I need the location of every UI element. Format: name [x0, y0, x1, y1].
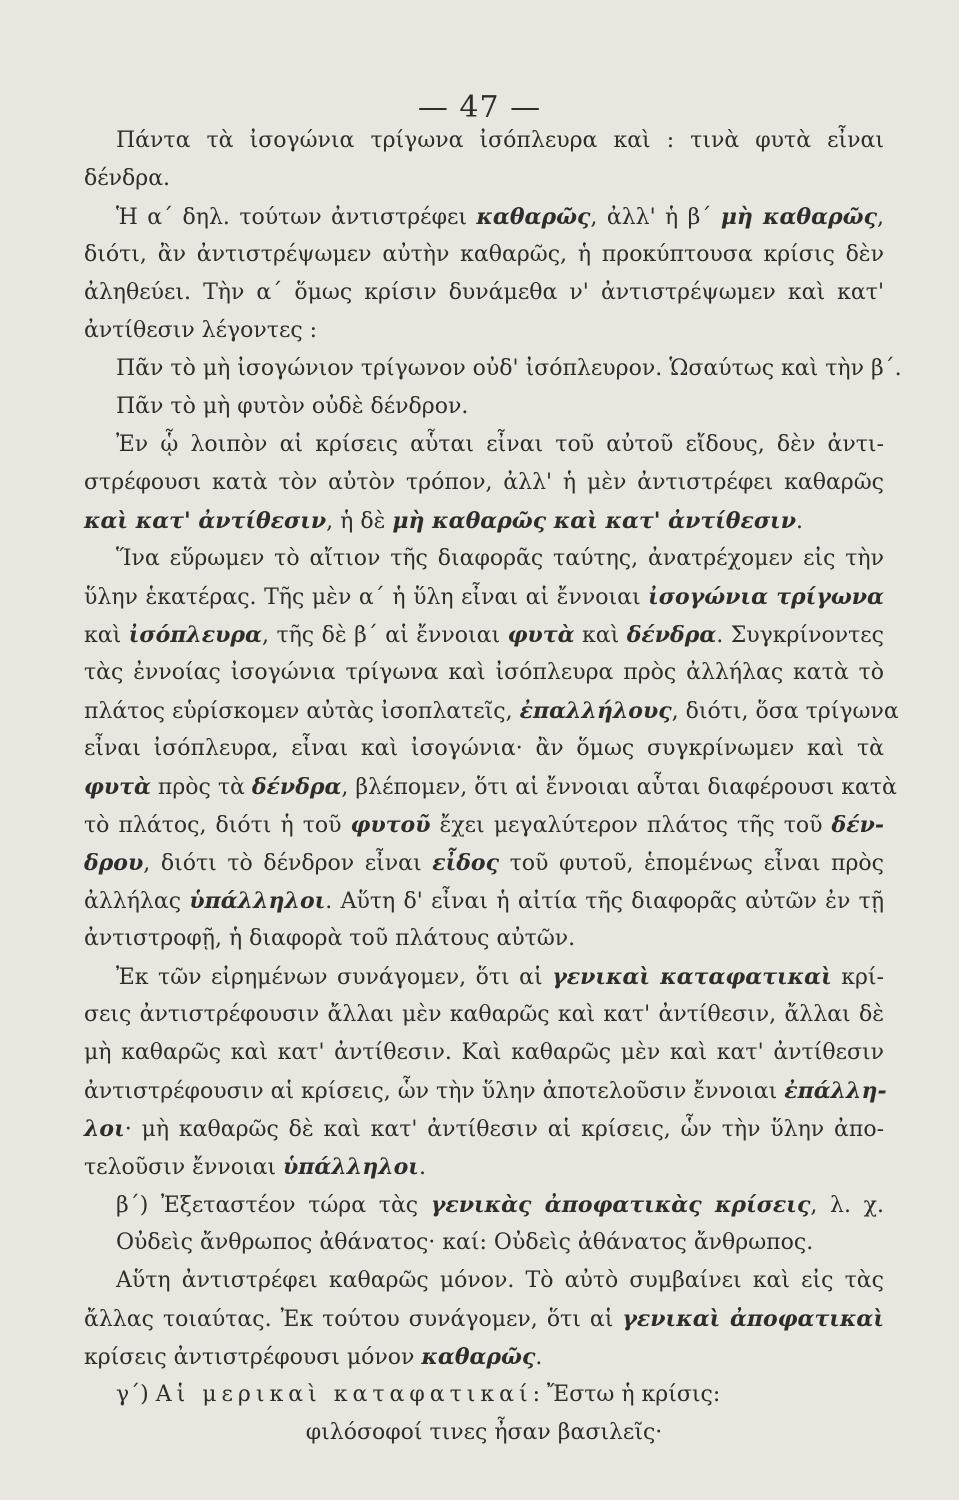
- text-run: Αὕτη ἀντιστρέφει καθαρῶς μόνον. Τὸ αὐτὸ συμβαίνει καὶ εἰς τὰς: [116, 1268, 884, 1293]
- emphasized-text: ὑπάλληλοι: [283, 1154, 419, 1180]
- text-run: · μὴ καθαρῶς δὲ καὶ κατ' ἀντίθεσιν αἱ κρίσεις, ὧν τὴν ὕλην ἀπο-: [124, 1117, 884, 1142]
- text-run: ,: [877, 205, 884, 230]
- text-line: [84, 540, 884, 578]
- text-run: ἀντιστρέφουσιν αἱ κρίσεις, ὧν τὴν ὕλην ἀποτελοῦσιν ἔννοιαι: [84, 1079, 785, 1104]
- text-run: Ἐν ᾧ λοιπὸν αἱ κρίσεις αὗται εἶναι τοῦ αὐτοῦ εἴδους, δὲν ἀντι-: [116, 432, 884, 457]
- text-run: ἀληθεύει. Τὴν α΄ ὅμως κρίσιν δυνάμεθα ν' ἀντιστρέψωμεν καὶ κατ': [84, 280, 884, 305]
- text-run: , λ. χ.: [810, 1193, 884, 1218]
- emphasized-text: ἰσογώνια τρίγωνα: [648, 584, 884, 610]
- text-run: ἔχει μεγαλύτερον πλάτος τῆς τοῦ: [430, 813, 832, 838]
- text-run: . Συγκρίνοντες: [716, 623, 884, 648]
- text-line: [84, 1376, 884, 1414]
- emphasized-text: δένδρα: [626, 622, 717, 648]
- text-line: [84, 654, 884, 692]
- emphasized-text: δρου: [84, 850, 144, 876]
- text-run: Πᾶν τὸ μὴ φυτὸν οὐδὲ δένδρον.: [116, 394, 469, 419]
- emphasized-text: εἶδος: [432, 850, 499, 876]
- text-run: τοῦ φυτοῦ, ἑπομένως εἶναι πρὸς: [499, 851, 884, 876]
- text-line: [84, 1034, 884, 1072]
- emphasized-text: γενικαὶ καταφατικαὶ: [552, 964, 832, 990]
- emphasized-text: μὴ καθαρῶς: [720, 204, 877, 230]
- text-line: [84, 806, 884, 844]
- text-run: , τῆς δὲ β΄ αἱ ἔννοιαι: [261, 623, 508, 648]
- text-line: [84, 1110, 884, 1148]
- emphasized-text: φυτὰ: [84, 774, 151, 800]
- emphasized-text: γενικὰς ἀποφατικὰς κρίσεις: [430, 1192, 811, 1218]
- emphasized-text: ἰσόπλευρα: [128, 622, 262, 648]
- text-run: : Ἔστω ἡ κρίσις:: [532, 1382, 721, 1407]
- text-line: [84, 274, 884, 312]
- text-run: καὶ: [84, 623, 129, 648]
- spaced-heading-text: Αἱ μερικαὶ καταφατικαί: [155, 1382, 533, 1407]
- text-line: [84, 312, 884, 350]
- text-run: .: [418, 1155, 426, 1180]
- text-run: Ἐκ τῶν εἰρημένων συνάγομεν, ὅτι αἱ: [116, 965, 553, 990]
- emphasized-text: μὴ καθαρῶς καὶ κατ' ἀντίθεσιν: [392, 508, 796, 534]
- text-line: [84, 1148, 884, 1186]
- emphasized-text: ἐπαλλήλους: [519, 698, 672, 724]
- text-line: [84, 160, 884, 198]
- text-run: φιλόσοφοί τινες ἦσαν βασιλεῖς·: [305, 1420, 663, 1445]
- text-run: β΄) Ἐξεταστέον τώρα τὰς: [116, 1193, 431, 1218]
- text-run: ἀντιστροφῇ, ἡ διαφορὰ τοῦ πλάτους αὐτῶν.: [84, 926, 576, 951]
- text-line: [84, 920, 884, 958]
- text-line: [84, 426, 884, 464]
- text-line: [84, 464, 884, 502]
- text-line: [84, 1300, 884, 1338]
- page-number: — 47 —: [417, 90, 542, 125]
- text-run: καὶ: [574, 623, 627, 648]
- text-run: , βλέπομεν, ὅτι αἱ ἔννοιαι αὗται διαφέρουσι κατὰ: [341, 775, 897, 800]
- emphasized-text: λοι: [84, 1116, 125, 1142]
- text-line: [84, 350, 902, 388]
- text-run: δένδρα.: [84, 166, 171, 191]
- text-line: [84, 730, 884, 768]
- text-run: . Αὕτη δ' εἶναι ἡ αἰτία τῆς διαφορᾶς αὐτῶν ἐν τῇ: [325, 889, 884, 914]
- emphasized-text: καθαρῶς: [421, 1344, 536, 1370]
- text-line: [84, 1224, 884, 1262]
- text-run: πρὸς τὰ: [150, 775, 252, 800]
- text-line: [84, 1414, 884, 1452]
- text-run: τὸ πλάτος, διότι ἡ τοῦ: [84, 813, 351, 838]
- text-run: μὴ καθαρῶς καὶ κατ' ἀντίθεσιν. Καὶ καθαρῶς μὲν καὶ κατ' ἀντίθεσιν: [84, 1040, 884, 1065]
- emphasized-text: ὑπάλληλοι: [189, 888, 326, 914]
- text-line: [84, 1262, 884, 1300]
- text-line: [84, 882, 884, 920]
- text-line: [84, 1338, 884, 1376]
- text-line: [84, 388, 884, 426]
- text-run: σεις ἀντιστρέφουσιν ἄλλαι μὲν καθαρῶς καὶ κατ' ἀντίθεσιν, ἄλλαι δὲ: [84, 1002, 884, 1027]
- text-run: .: [535, 1345, 543, 1370]
- text-line: [84, 236, 884, 274]
- emphasized-text: ἐπάλλη-: [784, 1078, 887, 1104]
- text-line: [84, 768, 897, 806]
- text-line: [84, 844, 884, 882]
- text-run: εἶναι ἰσόπλευρα, εἶναι καὶ ἰσογώνια· ἂν ὅμως συγκρίνωμεν καὶ τὰ: [84, 736, 884, 761]
- text-run: Οὐδεὶς ἄνθρωπος ἀθάνατος· καί: Οὐδεὶς ἀθάνατος ἄνθρωπος.: [116, 1230, 814, 1255]
- text-run: γ΄): [116, 1382, 156, 1407]
- emphasized-text: φυτοῦ: [350, 812, 431, 838]
- text-line: [84, 1072, 887, 1110]
- text-line: [84, 692, 899, 730]
- text-line: [84, 198, 884, 236]
- text-run: ἄλλας τοιαύτας. Ἐκ τούτου συνάγομεν, ὅτι αἱ: [84, 1307, 623, 1332]
- text-line: [84, 958, 884, 996]
- text-run: Ἡ α΄ δηλ. τούτων ἀντιστρέφει: [116, 205, 477, 230]
- emphasized-text: καθαρῶς: [476, 204, 591, 230]
- text-run: τελοῦσιν ἔννοιαι: [84, 1155, 284, 1180]
- text-run: στρέφουσι κατὰ τὸν αὐτὸν τρόπον, ἀλλ' ἡ μὲν ἀντιστρέφει καθαρῶς: [84, 470, 884, 495]
- text-line: [84, 616, 884, 654]
- text-run: τὰς ἐννοίας ἰσογώνια τρίγωνα καὶ ἰσόπλευρα πρὸς ἀλλήλας κατὰ τὸ: [84, 660, 884, 685]
- emphasized-text: δέν-: [831, 812, 884, 838]
- text-line: [84, 1186, 884, 1224]
- emphasized-text: γενικαὶ ἀποφατικαὶ: [622, 1306, 885, 1332]
- text-run: ἀλλήλας: [84, 889, 190, 914]
- text-run: Πᾶν τὸ μὴ ἰσογώνιον τρίγωνον οὐδ' ἰσόπλευρον. Ὡσαύτως καὶ τὴν β΄.: [116, 356, 902, 381]
- emphasized-text: καὶ κατ' ἀντίθεσιν: [84, 508, 327, 534]
- text-run: .: [795, 509, 803, 534]
- text-run: Ἵνα εὕρωμεν τὸ αἴτιον τῆς διαφορᾶς ταύτης, ἀνατρέχομεν εἰς τὴν: [116, 546, 884, 571]
- text-run: ἀντίθεσιν λέγοντες :: [84, 318, 318, 343]
- text-line: [84, 996, 884, 1034]
- text-run: , ἀλλ' ἡ β΄: [590, 205, 721, 230]
- text-run: , διότι, ὅσα τρίγωνα: [671, 699, 899, 724]
- text-run: Πάντα τὰ ἰσογώνια τρίγωνα ἰσόπλευρα καὶ : τινὰ φυτὰ εἶναι: [116, 128, 884, 153]
- text-run: , διότι τὸ δένδρον εἶναι: [143, 851, 433, 876]
- text-run: ὕλην ἑκατέρας. Τῆς μὲν α΄ ἡ ὕλη εἶναι αἱ ἔννοιαι: [84, 585, 649, 610]
- text-run: πλάτος εὑρίσκομεν αὐτὰς ἰσοπλατεῖς,: [84, 699, 520, 724]
- text-line: [84, 502, 884, 540]
- body-text: [84, 122, 902, 1452]
- emphasized-text: φυτὰ: [507, 622, 575, 648]
- text-line: [84, 578, 884, 616]
- text-run: , ἡ δὲ: [326, 509, 393, 534]
- emphasized-text: δένδρα: [251, 774, 342, 800]
- text-run: κρί-: [831, 965, 884, 990]
- text-run: κρίσεις ἀντιστρέφουσι μόνον: [84, 1345, 422, 1370]
- text-line: [84, 122, 884, 160]
- text-run: διότι, ἂν ἀντιστρέψωμεν αὐτὴν καθαρῶς, ἡ προκύπτουσα κρίσις δὲν: [84, 242, 884, 267]
